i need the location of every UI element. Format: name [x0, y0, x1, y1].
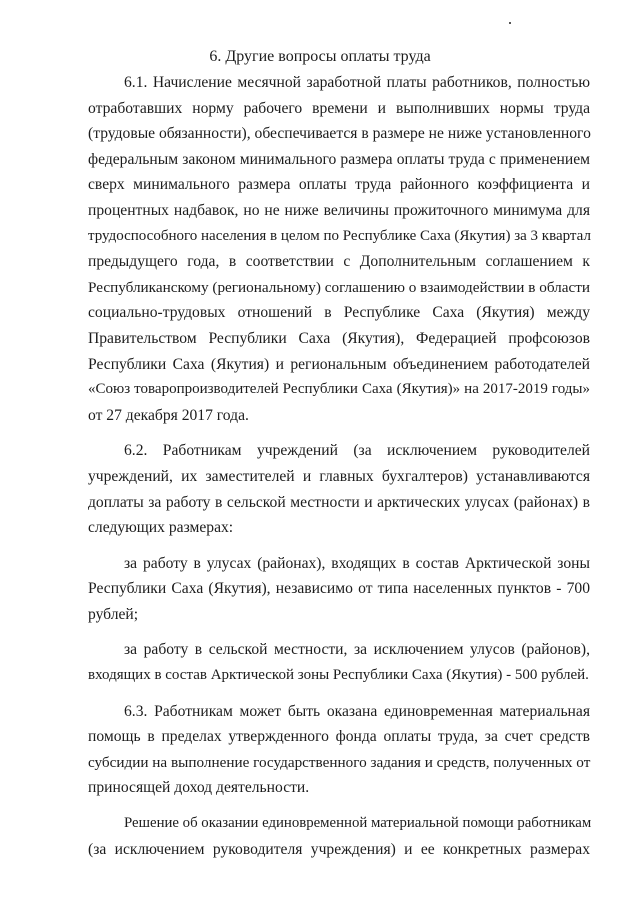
- text-line: за работу в улусах (районах), входящих в состав Арктической зоны: [124, 554, 590, 572]
- text-line: Решение об оказании единовременной материальной помощи работникам: [124, 815, 592, 832]
- paragraph-6-3: [88, 699, 590, 801]
- text-line: отработавших норму рабочего времени и выполнивших нормы труда: [88, 99, 590, 117]
- text-line: (за исключением руководителя учреждения) и ее конкретных размерах: [88, 840, 590, 858]
- text-line: приносящей доход деятельности.: [88, 779, 310, 797]
- text-line: следующих размерах:: [88, 519, 234, 537]
- text-line: учреждений, их заместителей и главных бухгалтеров) устанавливаются: [88, 467, 590, 485]
- text-line: субсидии на выполнение государственного задания и средств, полученных от: [88, 753, 591, 771]
- text-line: Правительством Республики Саха (Якутия), Федерацией профсоюзов: [88, 329, 590, 347]
- text-line: 6.3. Работникам может быть оказана единовременная материальная: [124, 702, 590, 720]
- text-line: сверх минимального размера оплаты труда районного коэффициента и: [88, 176, 590, 194]
- text-line: (трудовые обязанности), обеспечивается в размере не ниже установленного: [88, 125, 591, 143]
- text-line: от 27 декабря 2017 года.: [88, 406, 249, 424]
- text-line: Республики Саха (Якутия) и региональным объединением работодателей: [88, 355, 590, 373]
- text-line: Республиканскому (региональному) соглашению о взаимодействии в области: [88, 278, 590, 296]
- text-line: доплаты за работу в сельской местности и арктических улусах (районах) в: [88, 493, 590, 511]
- text-line: рублей;: [88, 605, 139, 623]
- scan-speck: [509, 22, 511, 24]
- section-title: 6. Другие вопросы оплаты труда: [209, 48, 431, 65]
- text-line: федеральным законом минимального размера оплаты труда с применением: [88, 150, 590, 168]
- paragraph-6-1: [88, 70, 590, 428]
- text-line: 6.2. Работникам учреждений (за исключением руководителей: [124, 442, 590, 460]
- text-line: помощь в пределах утвержденного фонда оплаты труда, за счет средств: [88, 728, 590, 746]
- text-line: входящих в состав Арктической зоны Республики Саха (Якутия) - 500 рублей.: [88, 667, 589, 684]
- text-line: «Союз товаропроизводителей Республики Саха (Якутия)» на 2017-2019 годы»: [88, 381, 590, 398]
- paragraph-aid-decision: [88, 811, 590, 862]
- paragraph-6-2: [88, 438, 590, 540]
- text-line: Республики Саха (Якутия), независимо от типа населенных пунктов - 700: [88, 580, 590, 598]
- text-line: процентных надбавок, но не ниже величины прожиточного минимума для: [88, 201, 590, 219]
- text-line: за работу в сельской местности, за исключением улусов (районов),: [124, 641, 590, 659]
- text-line: социально-трудовых отношений в Республике Саха (Якутия) между: [88, 304, 590, 322]
- paragraph-rural-allowance: [88, 637, 590, 688]
- document-body: [88, 70, 590, 862]
- text-line: трудоспособного населения в целом по Республике Саха (Якутия) за 3 квартал: [88, 227, 591, 244]
- text-line: 6.1. Начисление месячной заработной платы работников, полностью: [124, 74, 590, 91]
- text-line: предыдущего года, в соответствии с Дополнительным соглашением к: [88, 253, 590, 271]
- paragraph-arctic-allowance: [88, 551, 590, 628]
